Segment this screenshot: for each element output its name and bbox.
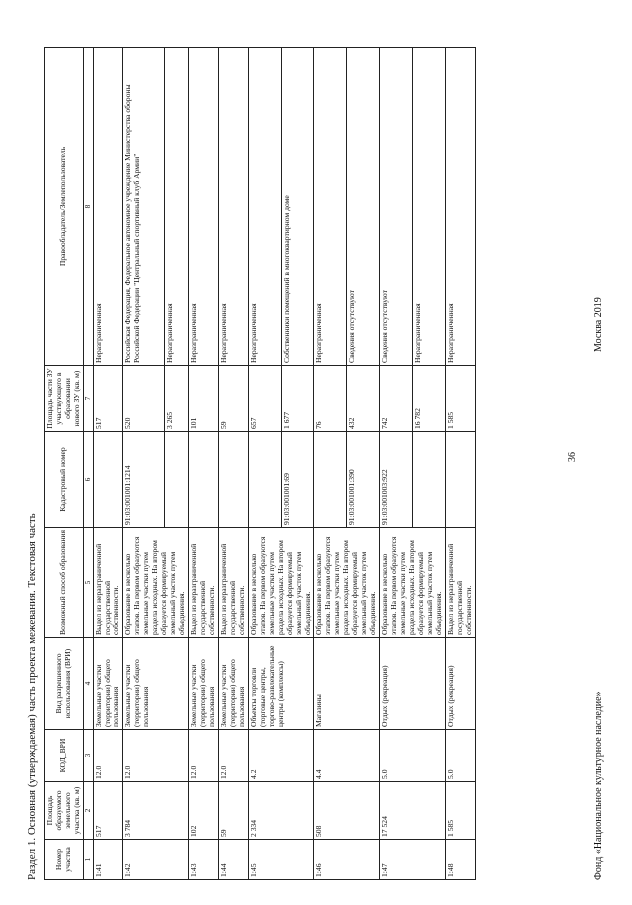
column-number: 4 (83, 638, 93, 730)
table-cell: Объекты торговли (торговые центры, торгово-развлекательные центры (комплексы) (248, 638, 314, 730)
table-cell: Неразграниченная (248, 48, 281, 366)
table-cell: 1 585 (445, 366, 475, 432)
table-cell: Отдых (рекреация) (445, 638, 475, 730)
table-cell: Земельные участки (территории) общего пользования (218, 638, 248, 730)
table-cell: Неразграниченная (93, 48, 123, 366)
table-cell: Выдел из неразграниченной государственной собственности. (189, 528, 219, 638)
table-row (123, 48, 165, 880)
table-cell (314, 432, 347, 528)
table-cell: 5.0 (445, 730, 475, 782)
table-cell: Сведения отсутствуют (347, 48, 380, 366)
header-cell: Возможный способ образования (45, 528, 84, 638)
table-cell: Образование в несколько этапов. На первом образуются земельные участки путем раздела исходных. На втором образуется формируемый земельный участок путем объединения. (314, 528, 380, 638)
land-plots-table (44, 47, 476, 880)
table-cell (445, 432, 475, 528)
table-cell: Российская Федерация, Федеральное автономное учреждение Министерства обороны Российской Федерации "Центральный спортивный клуб Армии" (123, 48, 165, 366)
footer-city-year: Москва 2019 (593, 297, 604, 352)
column-number: 6 (83, 432, 93, 528)
table-cell: 59 (218, 366, 248, 432)
table-cell: 520 (123, 366, 165, 432)
table-cell: Неразграниченная (218, 48, 248, 366)
table-cell: Образование в несколько этапов. На первом образуются земельные участки путем раздела исходных. На втором образуется формируемый земельный участок путем объединения. (248, 528, 314, 638)
column-number-row (83, 48, 93, 880)
table-cell: 1:41 (93, 840, 123, 880)
table-cell: 16 782 (412, 366, 445, 432)
header-cell: Площадь образуемого земельного участка (кв. м) (45, 782, 84, 840)
table-cell: 91:03:001003:922 (380, 432, 413, 528)
table-cell: 12.0 (123, 730, 189, 782)
table-cell: 3 784 (123, 782, 189, 840)
table-cell: 1 677 (281, 366, 314, 432)
header-cell: Правообладатель/Землепользователь (45, 48, 84, 366)
table-cell: Неразграниченная (314, 48, 347, 366)
table-cell: Земельные участки (территории) общего пользования (93, 638, 123, 730)
table-cell: Выдел из неразграниченной государственной собственности. (445, 528, 475, 638)
table-cell: 3 265 (165, 366, 189, 432)
table-cell: 1:44 (218, 840, 248, 880)
table-cell: 4.2 (248, 730, 314, 782)
table-cell (218, 432, 248, 528)
table-cell: 508 (314, 782, 380, 840)
table-row (189, 48, 219, 880)
table-cell: 91:03:001001:1214 (123, 432, 165, 528)
table-cell (248, 432, 281, 528)
table-cell: Выдел из неразграниченной государственной собственности. (218, 528, 248, 638)
table-row (380, 48, 413, 880)
table-cell: 102 (189, 782, 219, 840)
table-cell: 517 (93, 782, 123, 840)
table-cell: 432 (347, 366, 380, 432)
table-cell: Сведения отсутствуют (380, 48, 413, 366)
table-cell: Магазины (314, 638, 380, 730)
table-cell: Неразграниченная (445, 48, 475, 366)
table-cell: 101 (189, 366, 219, 432)
table-cell: Собственники помещений в многоквартирном доме (281, 48, 314, 366)
rotated-landscape-page (16, 32, 616, 892)
table-cell: 1:43 (189, 840, 219, 880)
table-body (93, 48, 475, 880)
table-cell: 1:48 (445, 840, 475, 880)
table-cell: 742 (380, 366, 413, 432)
table-cell: Неразграниченная (165, 48, 189, 366)
table-cell: Выдел из неразграниченной государственной собственности. (93, 528, 123, 638)
table-cell: 17 524 (380, 782, 446, 840)
header-cell: Площадь части ЗУ участвующего в образовании нового ЗУ (кв. м) (45, 366, 84, 432)
table-cell: Земельные участки (территории) общего пользования (189, 638, 219, 730)
column-number: 1 (83, 840, 93, 880)
table-row (314, 48, 347, 880)
table-cell: 4.4 (314, 730, 380, 782)
table-row (445, 48, 475, 880)
table-cell: 12.0 (218, 730, 248, 782)
table-cell: 12.0 (189, 730, 219, 782)
table-cell: 517 (93, 366, 123, 432)
header-cell: Номер участка (45, 840, 84, 880)
table-cell: 12.0 (93, 730, 123, 782)
header-cell: Вид разрешенного использования (ВРИ) (45, 638, 84, 730)
table-cell: 59 (218, 782, 248, 840)
table-cell (189, 432, 219, 528)
table-cell: 1:46 (314, 840, 380, 880)
table-cell: 2 334 (248, 782, 314, 840)
column-number: 8 (83, 48, 93, 366)
column-number: 7 (83, 366, 93, 432)
table-cell: Неразграниченная (189, 48, 219, 366)
column-number: 5 (83, 528, 93, 638)
table-row (93, 48, 123, 880)
table-cell: Земельные участки (территории) общего пользования (123, 638, 189, 730)
header-cell: КОД_ВРИ (45, 730, 84, 782)
table-cell: 1:42 (123, 840, 189, 880)
table-cell (165, 432, 189, 528)
footer-organization: Фонд «Национальное культурное наследие» (593, 691, 604, 880)
table-cell: Неразграниченная (412, 48, 445, 366)
table-cell: 5.0 (380, 730, 446, 782)
header-cell: Кадастровый номер (45, 432, 84, 528)
column-number: 3 (83, 730, 93, 782)
page-number: 36 (567, 452, 578, 462)
table-cell: Образование в несколько этапов. На первом образуются земельные участки путем раздела исходных. На втором образуется формируемый земельный участок путем объединения. (123, 528, 189, 638)
table-row (218, 48, 248, 880)
section-title: Раздел 1. Основная (утверждаемая) часть проекта межевания. Текстовая часть (26, 513, 38, 880)
table-cell: 76 (314, 366, 347, 432)
header-row (45, 48, 84, 880)
column-number: 2 (83, 782, 93, 840)
table-cell: Образование в несколько этапов. На первом образуются земельные участки путем раздела исходных. На втором образуется формируемый земельный участок путем объединения. (380, 528, 446, 638)
table-cell: 91:03:001001:69 (281, 432, 314, 528)
table-cell: 1 585 (445, 782, 475, 840)
table-cell (93, 432, 123, 528)
table-cell: 91:03:001001:390 (347, 432, 380, 528)
table-cell (412, 432, 445, 528)
table-cell: 657 (248, 366, 281, 432)
table-cell: 1:45 (248, 840, 314, 880)
table-cell: Отдых (рекреация) (380, 638, 446, 730)
table-cell: 1:47 (380, 840, 446, 880)
table-row (248, 48, 281, 880)
